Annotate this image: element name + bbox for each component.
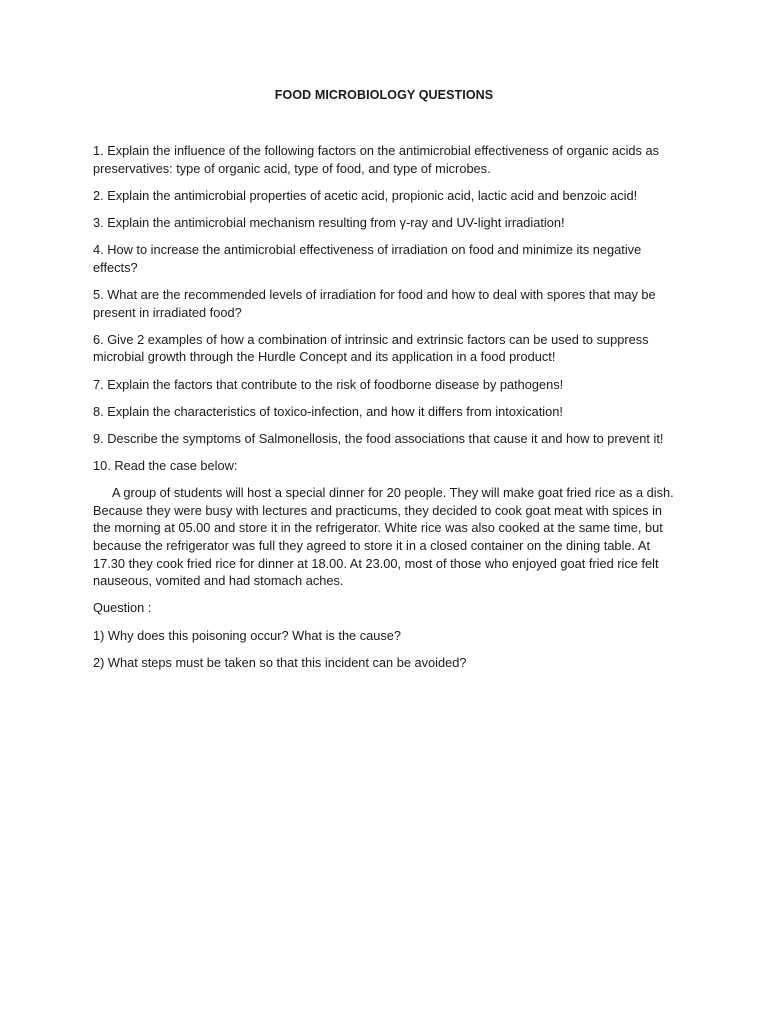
question-1: 1. Explain the influence of the following factors on the antimicrobial effectiveness of organic acids as preservatives: type of organic acid, type of food, and type of microbes. (93, 143, 659, 176)
question-3: 3. Explain the antimicrobial mechanism resulting from γ-ray and UV-light irradiation! (93, 214, 565, 230)
case-paragraph: A group of students will host a special dinner for 20 people. They will make goat fried rice as a dish. Because they were busy with lectures and practicums, they decided to cook goat meat with spices in the morning at 05.00 and store it in the refrigerator. White rice was also cooked at the same time, but because the refrigerator was full they agreed to store it in a closed container on the dining table. At 17.30 they cook fried rice for dinner at 18.00. At 23.00, most of those who enjoyed goat fried rice felt nauseous, vomited and had stomach aches. (93, 485, 674, 589)
question-7: 7. Explain the factors that contribute to the risk of foodborne disease by pathogens! (93, 376, 564, 392)
document-title: FOOD MICROBIOLOGY QUESTIONS (274, 88, 494, 102)
question-2: 2. Explain the antimicrobial properties of acetic acid, propionic acid, lactic acid and benzoic acid! (93, 187, 638, 203)
document-body (93, 142, 683, 681)
question-8: 8. Explain the characteristics of toxico-infection, and how it differs from intoxication! (93, 403, 563, 419)
case-question-2: 2) What steps must be taken so that this incident can be avoided? (93, 654, 467, 670)
case-question-1: 1) Why does this poisoning occur? What is the cause? (93, 627, 401, 643)
question-5: 5. What are the recommended levels of irradiation for food and how to deal with spores that may be present in irradiated food? (93, 286, 656, 320)
question-9: 9. Describe the symptoms of Salmonellosis, the food associations that cause it and how to prevent it! (93, 430, 664, 446)
question-6: 6. Give 2 examples of how a combination of intrinsic and extrinsic factors can be used to suppress microbial growth through the Hurdle Concept and its application in a food product! (93, 331, 649, 365)
question-10: 10. Read the case below: (93, 458, 238, 474)
question-heading: Question : (93, 600, 152, 616)
question-4: 4. How to increase the antimicrobial effectiveness of irradiation on food and minimize its negative effects? (93, 242, 642, 275)
